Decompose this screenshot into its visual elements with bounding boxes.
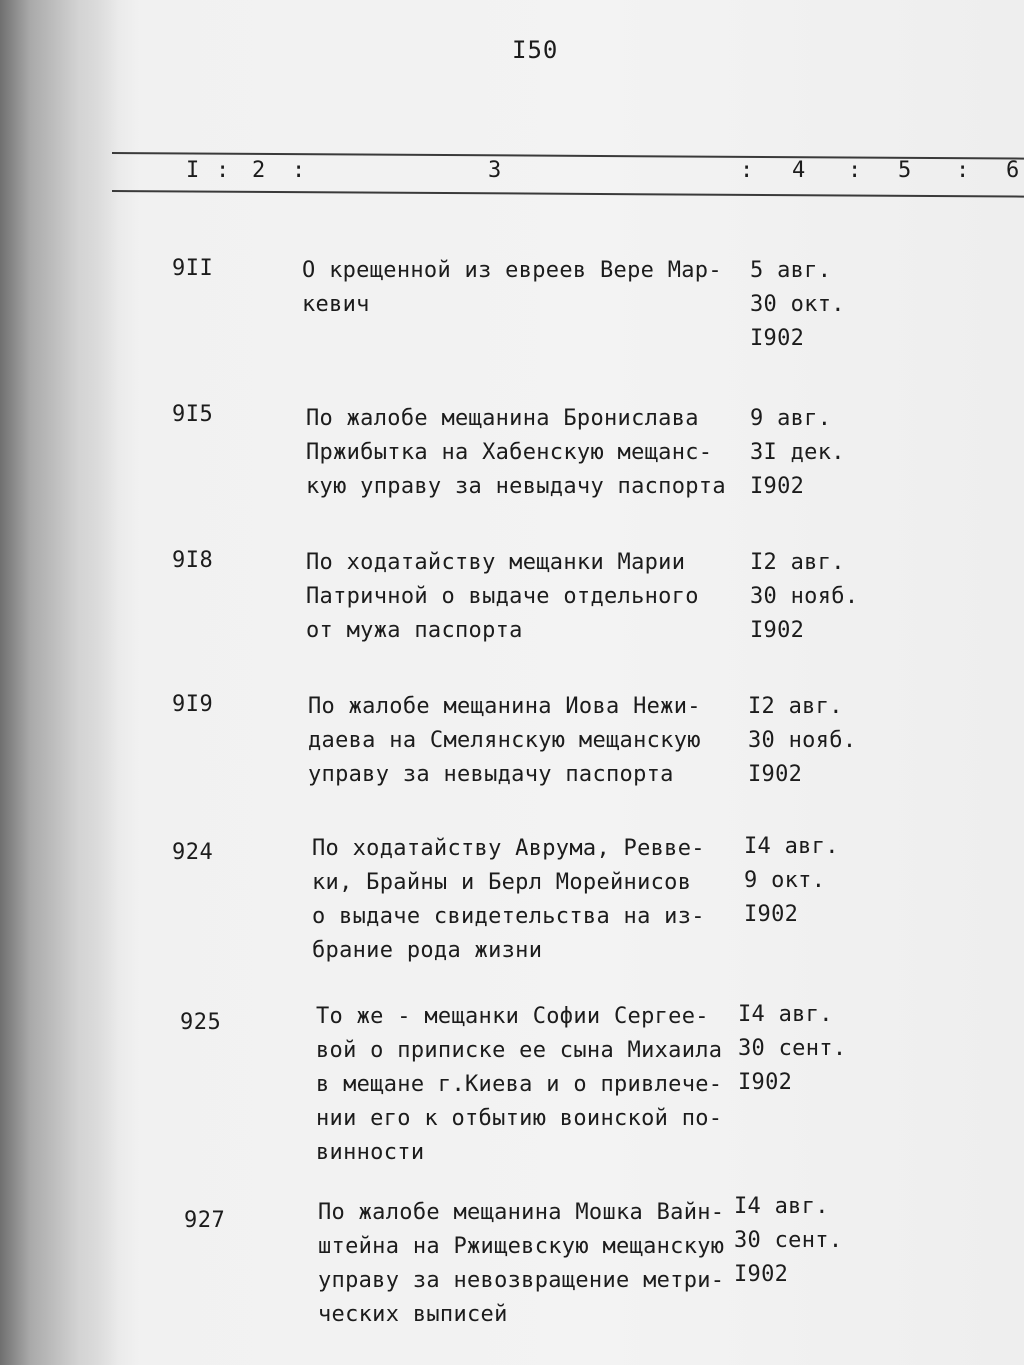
record-dates: [748, 690, 856, 792]
column-header-5: 5: [898, 158, 912, 183]
description-line: По жалобе мещанина Бронислава: [306, 406, 699, 431]
column-separator: :: [292, 158, 306, 183]
description-line: о выдаче свидетельства на из-: [312, 904, 705, 929]
start-date: I2 авг.: [748, 694, 843, 719]
year: I902: [734, 1262, 789, 1287]
year: I902: [738, 1070, 793, 1095]
record-number: 924: [172, 840, 214, 865]
record-description: [308, 690, 701, 792]
year: I902: [744, 902, 799, 927]
description-line: брание рода жизни: [312, 938, 543, 963]
record-number: 9I9: [172, 692, 214, 717]
description-line: По ходатайству Аврума, Ревве-: [312, 836, 705, 861]
record-number: 9I8: [172, 548, 214, 573]
description-line: По жалобе мещанина Мошка Вайн-: [318, 1200, 725, 1225]
header-rule-bottom: [112, 190, 1024, 198]
description-line: управу за невозвращение метри-: [318, 1268, 725, 1293]
record-description: [306, 546, 699, 648]
start-date: I4 авг.: [734, 1194, 829, 1219]
end-date: 30 окт.: [750, 292, 845, 317]
year: I902: [750, 326, 805, 351]
description-line: О крещенной из евреев Вере Мар-: [302, 258, 722, 283]
column-separator: :: [740, 158, 754, 183]
description-line: в мещане г.Киева и о привлече-: [316, 1072, 723, 1097]
column-header-1: I: [186, 158, 200, 183]
end-date: 30 сент.: [734, 1228, 843, 1253]
description-line: По ходатайству мещанки Марии: [306, 550, 686, 575]
description-line: даева на Смелянскую мещанскую: [308, 728, 701, 753]
end-date: 30 нояб.: [748, 728, 857, 753]
description-line: Пржибытка на Хабенскую мещанс-: [306, 440, 713, 465]
header-rule-top: [112, 152, 1024, 160]
record-description: [302, 254, 722, 322]
record-dates: [750, 254, 845, 356]
record-description: [306, 402, 726, 504]
year: I902: [750, 618, 805, 643]
description-line: вой о приписке ее сына Михаила: [316, 1038, 723, 1063]
description-line: кевич: [302, 292, 370, 317]
record-dates: [750, 546, 858, 648]
end-date: 9 окт.: [744, 868, 826, 893]
record-description: [318, 1196, 724, 1332]
description-line: нии его к отбытию воинской по-: [316, 1106, 723, 1131]
description-line: от мужа паспорта: [306, 618, 523, 643]
book-gutter-shadow: [0, 0, 118, 1365]
record-dates: [734, 1190, 842, 1292]
column-header-4: 4: [792, 158, 806, 183]
column-separator: :: [848, 158, 862, 183]
description-line: кую управу за невыдачу паспорта: [306, 474, 726, 499]
end-date: 30 нояб.: [750, 584, 859, 609]
description-line: Патричной о выдаче отдельного: [306, 584, 699, 609]
column-separator: :: [216, 158, 230, 183]
record-description: [312, 832, 705, 968]
description-line: ческих выписей: [318, 1302, 508, 1327]
page-number: I50: [512, 36, 559, 64]
year: I902: [750, 474, 805, 499]
description-line: винности: [316, 1140, 425, 1165]
description-line: По жалобе мещанина Иова Нежи-: [308, 694, 701, 719]
record-number: 927: [184, 1208, 226, 1233]
description-line: управу за невыдачу паспорта: [308, 762, 674, 787]
end-date: 3I дек.: [750, 440, 845, 465]
description-line: ки, Брайны и Берл Морейнисов: [312, 870, 692, 895]
start-date: 9 авг.: [750, 406, 832, 431]
record-dates: [738, 998, 846, 1100]
record-dates: [744, 830, 839, 932]
start-date: 5 авг.: [750, 258, 832, 283]
column-header-6: 6: [1006, 158, 1020, 183]
start-date: I4 авг.: [738, 1002, 833, 1027]
description-line: То же - мещанки Софии Сергее-: [316, 1004, 709, 1029]
record-description: [316, 1000, 722, 1170]
record-number: 9I5: [172, 402, 214, 427]
start-date: I2 авг.: [750, 550, 845, 575]
column-header-2: 2: [252, 158, 266, 183]
end-date: 30 сент.: [738, 1036, 847, 1061]
record-dates: [750, 402, 845, 504]
year: I902: [748, 762, 803, 787]
description-line: штейна на Ржищевскую мещанскую: [318, 1234, 725, 1259]
start-date: I4 авг.: [744, 834, 839, 859]
record-number: 9II: [172, 256, 214, 281]
record-number: 925: [180, 1010, 222, 1035]
column-header-3: 3: [488, 158, 502, 183]
column-separator: :: [956, 158, 970, 183]
